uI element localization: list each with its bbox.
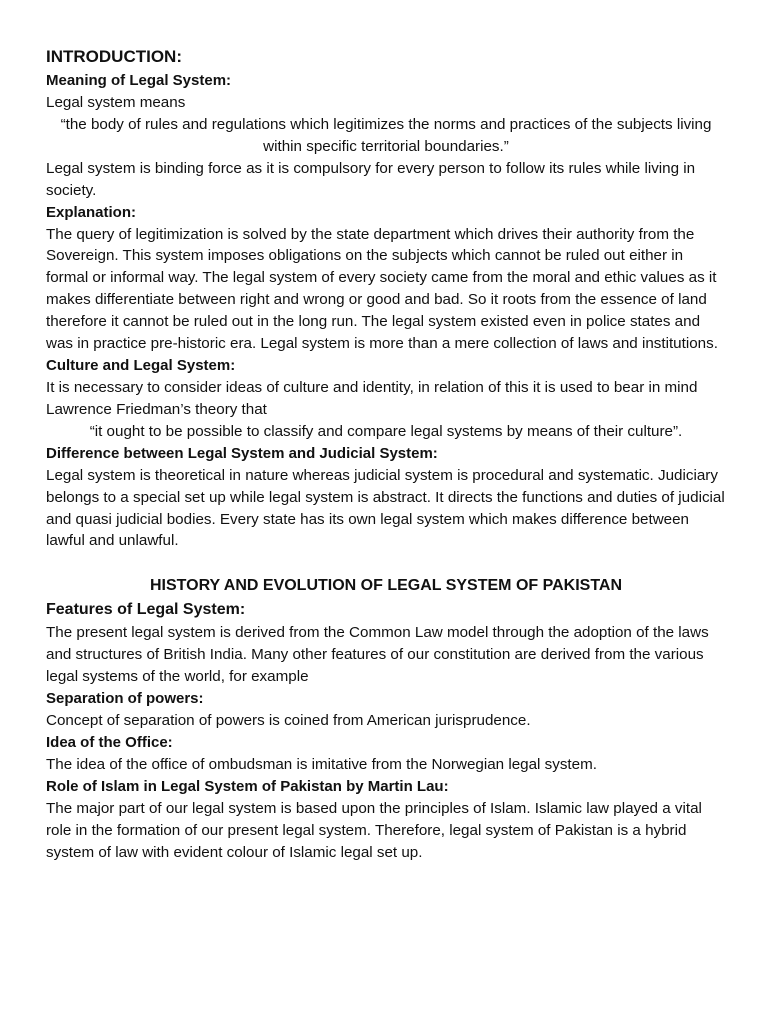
islam-heading: Role of Islam in Legal System of Pakistan by Martin Lau:: [46, 777, 449, 795]
features-paragraph: The present legal system is derived from the Common Law model through the adoption of the laws and structures of British India. Many other features of our constitution are derived from the various legal systems of the world, for example: [46, 624, 709, 686]
explanation-heading: Explanation:: [46, 203, 137, 221]
islam-paragraph: The major part of our legal system is based upon the principles of Islam. Islamic law played a vital role in the formation of our present legal system. Therefore, legal system of Pakistan is a hybrid system of law with evident colour of Islamic legal set up.: [46, 799, 702, 861]
culture-paragraph: It is necessary to consider ideas of culture and identity, in relation of this it is used to bear in mind Lawrence Friedman’s theory that: [46, 378, 698, 418]
introduction-heading: INTRODUCTION:: [46, 47, 182, 66]
features-heading: Features of Legal System:: [46, 601, 246, 619]
separation-heading: Separation of powers:: [46, 690, 204, 708]
office-paragraph: The idea of the office of ombudsman is imitative from the Norwegian legal system.: [46, 755, 597, 773]
binding-paragraph: Legal system is binding force as it is compulsory for every person to follow its rules while living in society.: [46, 159, 696, 199]
meaning-lead: Legal system means: [46, 94, 186, 111]
separation-paragraph: Concept of separation of powers is coined from American jurisprudence.: [46, 712, 531, 730]
document-page: [46, 44, 726, 864]
meaning-quote: “the body of rules and regulations which legitimizes the norms and practices of the subjects living within specific territorial boundaries.”: [60, 115, 712, 155]
meaning-heading: Meaning of Legal System:: [46, 72, 232, 89]
history-section-title: HISTORY AND EVOLUTION OF LEGAL SYSTEM OF PAKISTAN: [149, 577, 623, 595]
culture-heading: Culture and Legal System:: [46, 356, 236, 374]
difference-heading: Difference between Legal System and Judicial System:: [46, 444, 438, 462]
office-heading: Idea of the Office:: [46, 733, 173, 751]
difference-paragraph: Legal system is theoretical in nature whereas judicial system is procedural and systematic. Judiciary belongs to a special set up while legal system is abstract. It directs the functions and duties of judicial and quasi judicial bodies. Every state has its own legal system which makes difference between lawful and unlawful.: [46, 466, 725, 550]
explanation-paragraph: The query of legitimization is solved by the state department which drives their authority from the Sovereign. This system imposes obligations on the subjects which cannot be ruled out either in formal or informal way. The legal system of every society came from the moral and ethic values as it makes differentiate between right and wrong or good and bad. So it roots from the essence of land therefore it cannot be ruled out in the long run. The legal system existed even in police states and was in practice pre-historic era. Legal system is more than a mere collection of laws and institutions.: [46, 225, 718, 353]
culture-quote: “it ought to be possible to classify and compare legal systems by means of their culture”.: [89, 422, 683, 440]
